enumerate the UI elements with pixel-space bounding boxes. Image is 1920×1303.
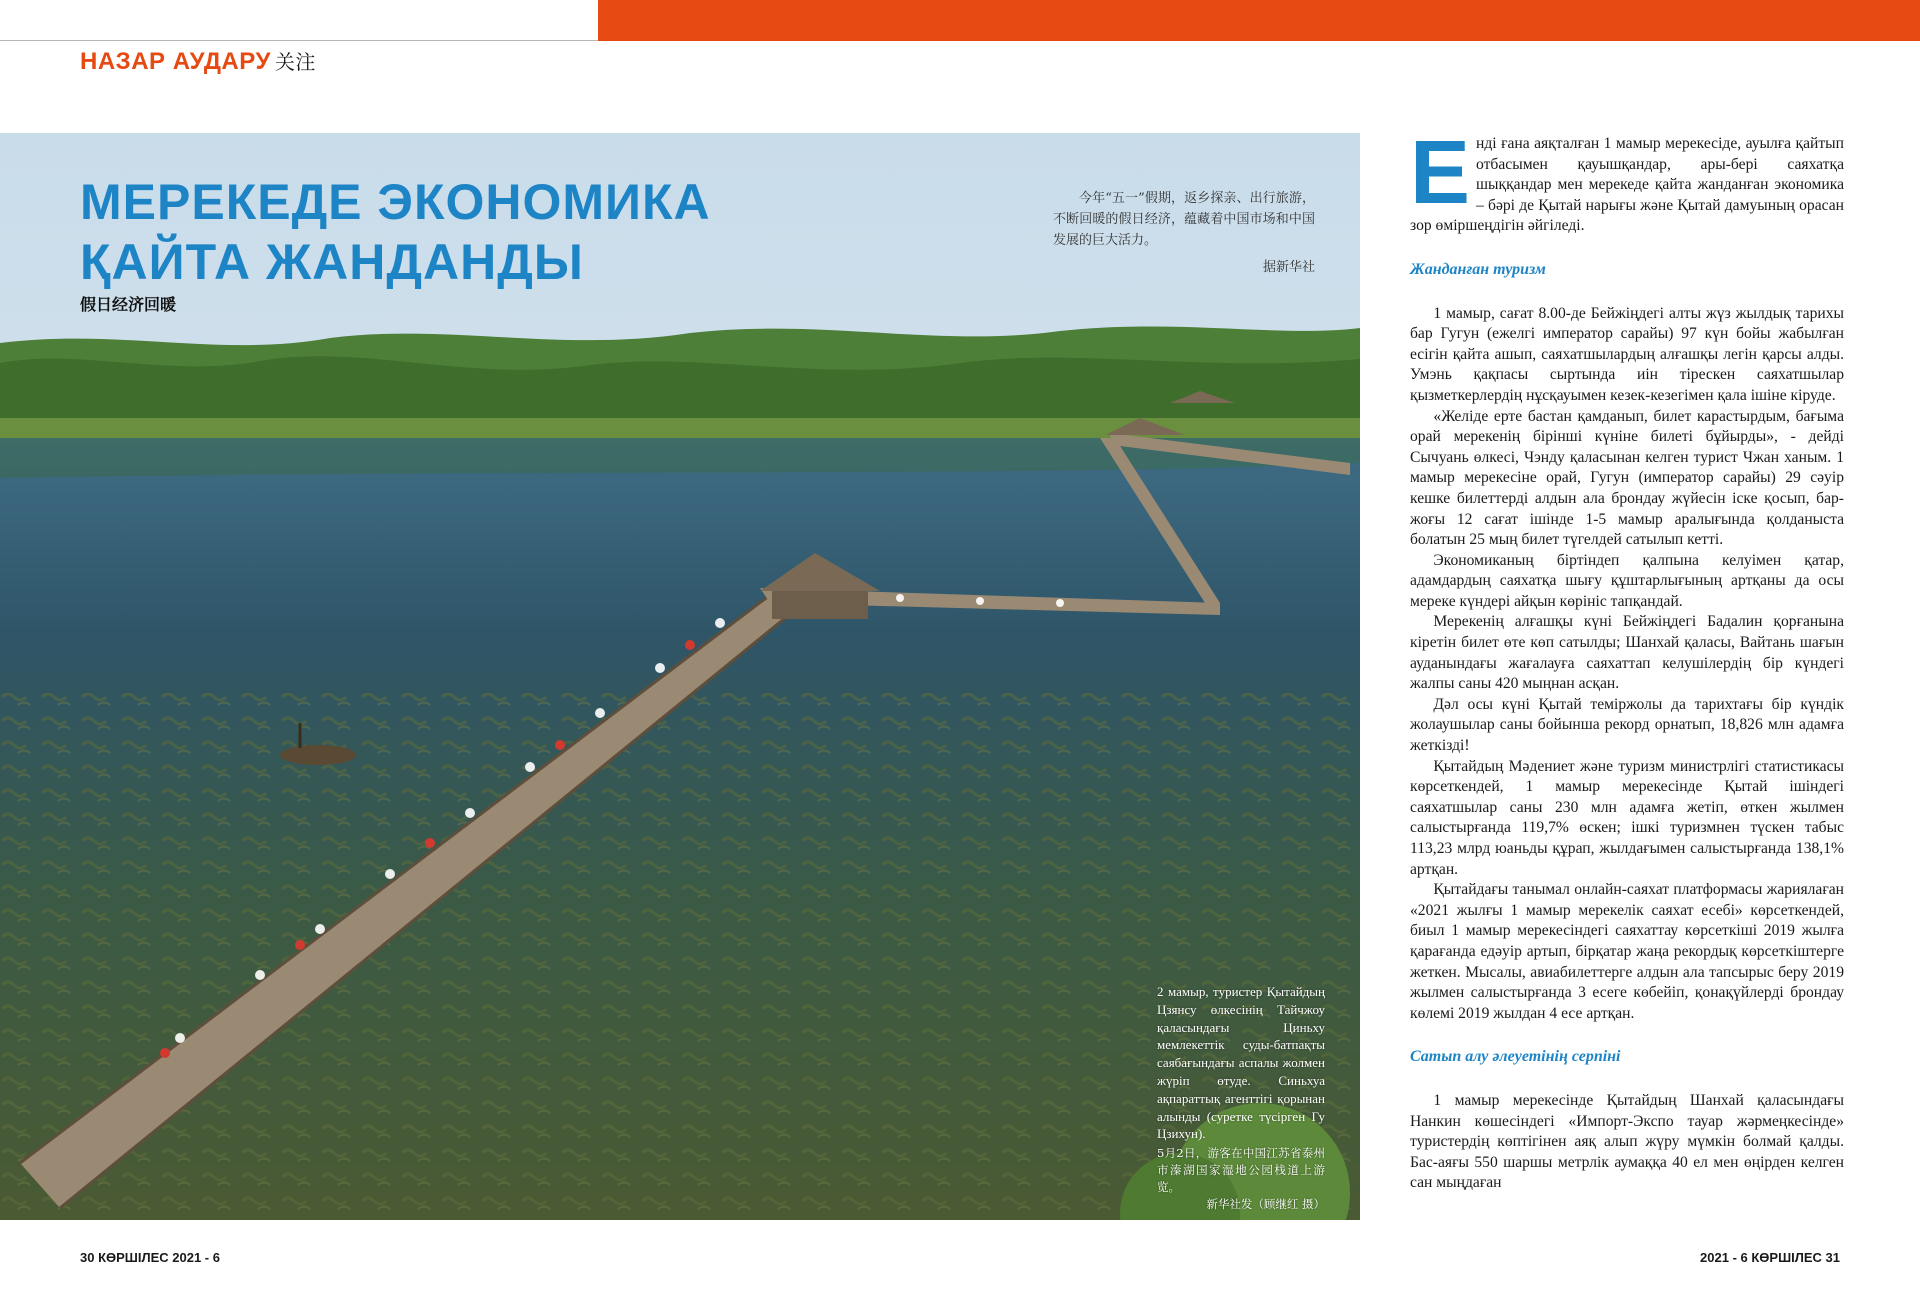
section-label-kk: НАЗАР АУДАРУ bbox=[80, 48, 271, 75]
photo-caption bbox=[1157, 983, 1325, 1214]
section-heading-consumption: Сатып алу әлеуетінің серпіні bbox=[1410, 1048, 1621, 1066]
underwater-weeds bbox=[0, 693, 1360, 1220]
photo-caption-kk: 2 мамыр, туристер Қытайдың Цзянсу өлкесінің Тайчжоу қаласындағы Циньху мемлекеттік суды-батпақты саябағындағы аспалы жолмен жүріп өтуде. Синьхуа ақпараттық агенттігі қорынан алынды (суретке түсірген Гу Цзихун). bbox=[1157, 984, 1325, 1142]
intro-cn-credit: 据新华社 bbox=[1262, 260, 1315, 275]
article-lead bbox=[1410, 123, 1844, 237]
paragraph: Дәл осы күні Қытай теміржолы да тарихтағы бір күндік жолаушылар саны бойынша рекорд орнатып, 18,826 млн адамға жеткізді! bbox=[1410, 695, 1844, 755]
paragraph: Экономиканың біртіндеп қалпына келуімен қатар, адамдардың саяхатқа шығу құштарлығының артқаны да осы мереке күндері айқын көрініс тапқандай. bbox=[1410, 551, 1844, 610]
page-footer-left: 30 КӨРШІЛЕС 2021 - 6 bbox=[80, 1250, 220, 1265]
paragraph: Мерекенің алғашқы күні Бейжіңдегі Бадалин қорғанына кіретін билет өте көп сатылды; Шанхай қаласы, Вайтань шағын ауданындағы жағалауға саяхаттап келушілердің бір күндегі жалпы саны 420 мыңнан асқан. bbox=[1410, 613, 1844, 693]
paragraph: 1 мамыр, сағат 8.00-де Бейжіңдегі алты жүз жылдық тарихы бар Гугун (ежелгі император сарайы) 97 күн бойы жабылған есігін қайта ашып, саяхатшылардың алғашқы легін қарсы алды. Умэнь қақпасы сыртында иін тірескен саяхатшылар қызметкерлердің нұсқауымен кезек-кезегімен қала ішіне кіруде. bbox=[1410, 304, 1844, 404]
lake-boardwalk-photo bbox=[0, 133, 1360, 1220]
section-label bbox=[80, 46, 316, 76]
intro-cn bbox=[1053, 188, 1315, 278]
subtitle-cn: 假日经济回暖 bbox=[80, 295, 177, 314]
photo-caption-credit: 新华社发（顾继红 摄） bbox=[1206, 1197, 1325, 1212]
page-footer-right: 2021 - 6 КӨРШІЛЕС 31 bbox=[1700, 1250, 1840, 1265]
lake-boardwalk-illustration bbox=[0, 133, 1360, 1220]
paragraph: Қытайдың Мәдениет және туризм министрлігі статистикасы көрсеткендей, 1 мамыр мерекесінде Қытай ішіндегі саяхатшылар саны 230 млн адамға жетіп, өткен жылмен салыстырғанда 119,7% өскен; ішкі туризмнен түскен табыс 113,23 млрд юаньды құрап, жылдағымен салыстырғанда 138,1% артқан. bbox=[1410, 757, 1844, 878]
paragraph: «Желіде ерте бастан қамданып, билет карастырдым, бағыма орай мерекенің бірінші күніне билеті бұйырды», - дейді Сычуань өлкесі, Чэнду қаласынан келген турист Чжан ханым. 1 мамыр мерекесіне орай, Гугун (император сарайы) 29 сәуір кешке билеттерді алдын ала брондау жүйесін іске қосып, бар-жоғы 12 сағат ішінде 1-5 мамыр аралығында қолданыста болатын 25 мың билет түгелдей сатылып кетті. bbox=[1410, 407, 1844, 549]
article-lead-text: нді ғана аяқталған 1 мамыр мерекесіде, ауылға қайтып отбасымен қауышқандар, ары-бері саяхатқа шыққандар мен мерекеде қайта жанданған экономика – бәрі де Қытай нарығы және Қытай дамуының орасан зор өміршеңдігін әйгіледі. bbox=[1410, 135, 1844, 235]
headline-line2: ҚАЙТА ЖАНДАНДЫ bbox=[80, 234, 584, 290]
pavilion-body bbox=[772, 591, 868, 619]
article-body bbox=[1410, 123, 1844, 1194]
drop-cap: Е bbox=[1410, 123, 1471, 223]
intro-cn-text: 今年“五一”假期，返乡探亲、出行旅游，不断回暖的假日经济，蕴藏着中国市场和中国发展的巨大活力。 bbox=[1053, 191, 1315, 248]
headline-line1: МЕРЕКЕДЕ ЭКОНОМИКА bbox=[80, 174, 711, 230]
top-rule bbox=[0, 0, 598, 41]
top-accent-bar bbox=[598, 0, 1920, 41]
section-label-cn: 关注 bbox=[274, 52, 316, 74]
section-heading-tourism: Жанданған туризм bbox=[1410, 260, 1546, 278]
photo-caption-cn: 5月2日，游客在中国江苏省泰州市溱湖国家湿地公园栈道上游览。 bbox=[1157, 1146, 1325, 1195]
paragraph: Қытайдағы танымал онлайн-саяхат платформасы жариялаған «2021 жылғы 1 мамыр мерекелік саяхат есебі» көрсеткендей, биыл 1 мамыр мерекесіндегі саяхаттау көрсеткіші 2019 жылға қарағанда едәуір артып, бірқатар жаңа рекордық көрсеткіштерге жеткен. Мысалы, авиабилеттерге алдын ала тапсырыс беру 2019 жылмен салыстырғанда 3 есеге көбейіп, қонақүйлерді брондау көлемі 2019 жылдан 4 есе артқан. bbox=[1410, 881, 1844, 1022]
small-boat bbox=[280, 745, 356, 765]
headline bbox=[80, 172, 711, 292]
paragraph: 1 мамыр мерекесінде Қытайдың Шанхай қаласындағы Нанкин көшесіндегі «Импорт-Экспо тауар жәрмеңкесінде» туристердің көптігінен аяқ алып жүру мүмкін болмай қалды. Бас-аяғы 550 шаршы метрлік аумаққа 40 ел мен өңірден келген сан мыңдаған bbox=[1410, 1091, 1844, 1192]
